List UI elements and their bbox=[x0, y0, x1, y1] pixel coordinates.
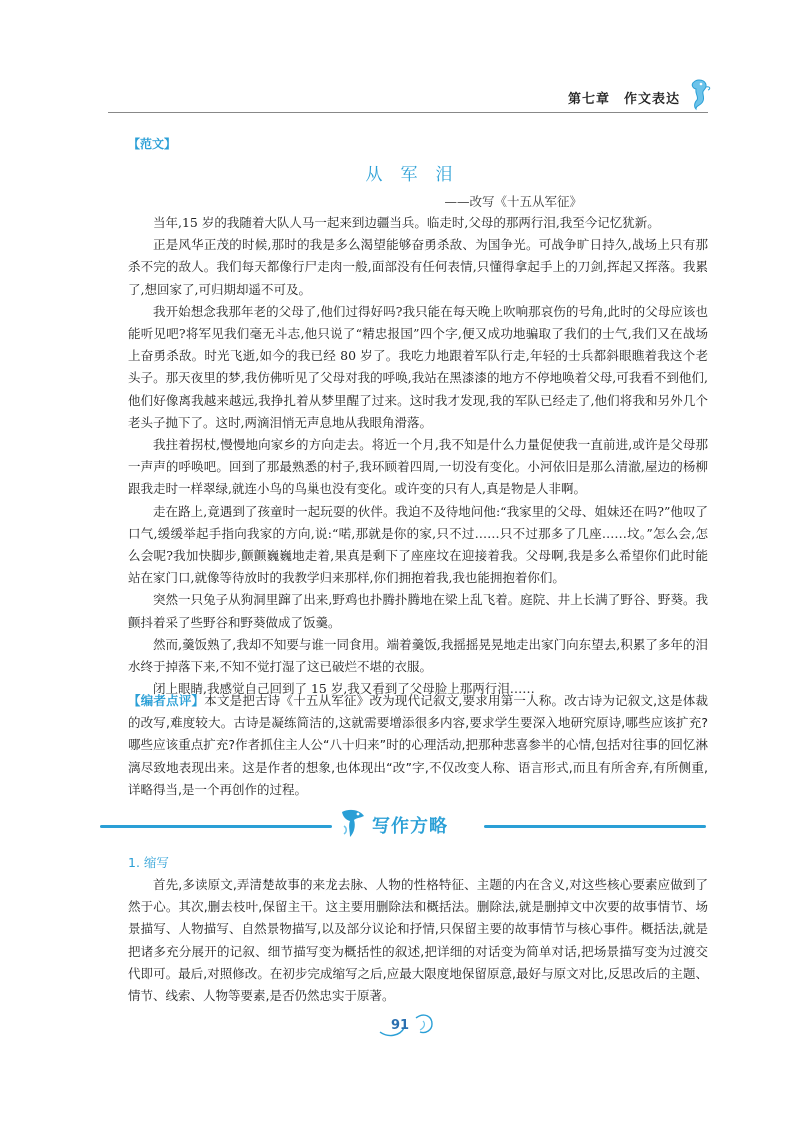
sub-heading: 1. 缩写 bbox=[128, 855, 169, 870]
editor-comment bbox=[128, 690, 708, 801]
essay-paragraph: 当年,15 岁的我随着大队人马一起来到边疆当兵。临走时,父母的那两行泪,我至今记忆犹新。 bbox=[153, 215, 660, 230]
page-header bbox=[0, 0, 800, 120]
seahorse-icon bbox=[686, 78, 712, 116]
essay-paragraph: 正是风华正茂的时候,那时的我是多么渴望能够奋勇杀敌、为国争光。可战争旷日持久,战场上只有那杀不完的敌人。我们每天都像行尸走肉一般,面部没有任何表情,只懂得拿起手上的刀剑,挥起又挥落。我累了,想回家了,可归期却遥不可及。 bbox=[128, 237, 708, 297]
essay-body bbox=[128, 212, 708, 700]
essay-paragraph: 我拄着拐杖,慢慢地向家乡的方向走去。将近一个月,我不知是什么力量促使我一直前进,或许是父母那一声声的呼唤吧。回到了那最熟悉的村子,我环顾着四周,一切没有变化。小河依旧是那么清澈,屋边的杨柳跟我走时一样翠绿,就连小鸟的鸟巢也没有变化。或许变的只有人,真是物是人非啊。 bbox=[128, 437, 708, 497]
editor-comment-text: 本文是把古诗《十五从军征》改为现代记叙文,要求用第一人称。改古诗为记叙文,这是体裁的改写,难度较大。古诗是凝练简洁的,这就需要增添很多内容,要求学生要深入地研究原诗,哪些应该扩充?哪些应该重点扩充?作者抓住主人公“八十归来”时的心理活动,把那种悲喜参半的心情,包括对往事的回忆淋漓尽致地表现出来。这是作者的想象,也体现出“改”字,不仅改变人称、语言形式,而且有所舍弃,有所侧重,详略得当,是一个再创作的过程。 bbox=[128, 693, 708, 797]
fish-icon bbox=[338, 806, 368, 844]
essay-subtitle: ——改写《十五从军征》 bbox=[444, 194, 582, 209]
page-number: 91 bbox=[390, 1018, 410, 1033]
header-divider bbox=[108, 112, 708, 113]
section-divider-right bbox=[484, 825, 706, 828]
section-divider-left bbox=[100, 825, 332, 828]
essay-title: 从军泪 bbox=[365, 165, 471, 185]
essay-paragraph: 我开始想念我那年老的父母了,他们过得好吗?我只能在每天晚上吹响那哀伤的号角,此时的父母应该也能听见吧?将军见我们毫无斗志,他只说了“精忠报国”四个字,便又成功地骗取了我们的士气,我们又在战场上奋勇杀敌。时光飞逝,如今的我已经 80 岁了。我吃力地跟着军队行走,年轻的士兵都斜眼瞧着我这个老头子。那天夜里的梦,我仿佛听见了父母对我的呼唤,我站在黑漆漆的地方不停地唤着父母,可我看不到他们,他们好像离我越来越远,我挣扎着从梦里醒了过来。这时我才发现,我的军队已经走了,他们将我和另外几个老头子抛下了。这时,两滴泪悄无声息地从我眼角滑落。 bbox=[128, 303, 708, 430]
essay-paragraph: 走在路上,竟遇到了孩童时一起玩耍的伙伴。我迫不及待地问他:“我家里的父母、姐妹还在吗?”他叹了口气,缓缓举起手指向我家的方向,说:“喏,那就是你的家,只不过……只不过那多了几座……坟。”怎么会,怎么会呢?我加快脚步,颤颤巍巍地走着,果真是剩下了座座坟在迎接着我。父母啊,我是多么希望你们此时能站在家门口,就像等待放时的我教学归来那样,你们拥抱着我,我也能拥抱着你们。 bbox=[128, 503, 708, 586]
editor-comment-label: 【编者点评】 bbox=[128, 693, 205, 708]
essay-paragraph: 然而,羹饭熟了,我却不知要与谁一同食用。端着羹饭,我摇摇晃晃地走出家门向东望去,积累了多年的泪水终于掉落下来,不知不觉打湿了这已破烂不堪的衣服。 bbox=[128, 636, 708, 675]
chapter-title: 第七章 作文表达 bbox=[568, 92, 681, 107]
essay-paragraph: 闭上眼睛,我感觉自己回到了 15 岁,我又看到了父母脸上那两行泪…… bbox=[153, 681, 535, 697]
essay-paragraph: 突然一只兔子从狗洞里蹿了出来,野鸡也扑腾扑腾地在梁上乱飞着。庭院、井上长满了野谷、野葵。我颤抖着采了些野谷和野葵做成了饭羹。 bbox=[128, 592, 708, 630]
strategy-paragraph: 首先,多读原文,弄清楚故事的来龙去脉、人物的性格特征、主题的内在含义,对这些核心要素应做到了然于心。其次,删去枝叶,保留主干。这主要用删除法和概括法。删除法,就是删掉文中次要的故事情节、场景描写、人物描写、自然景物描写,以及部分议论和抒情,只保留主要的故事情节与核心事件。概括法,就是把诸多充分展开的记叙、细节描写变为概括性的叙述,把详细的对话变为简单对话,把场景描写变为过渡交代即可。最后,对照修改。在初步完成缩写之后,应最大限度地保留原意,最好与原文对比,反思改后的主题、情节、线索、人物等要素,是否仍然忠实于原著。 bbox=[128, 877, 708, 1004]
model-essay-tag: 【范文】 bbox=[128, 137, 177, 151]
section-title: 写作方略 bbox=[372, 816, 448, 837]
